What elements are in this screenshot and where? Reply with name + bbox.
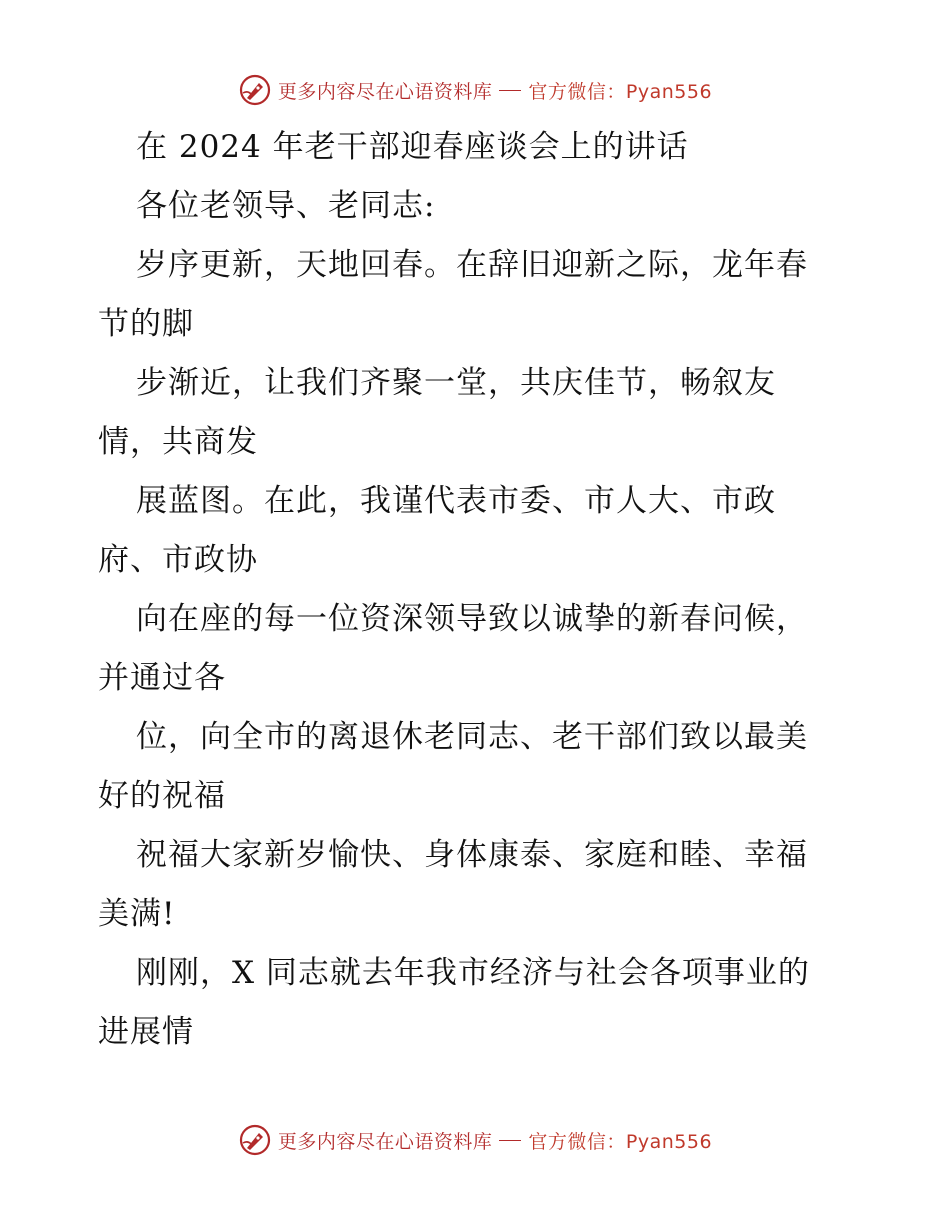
document-body — [98, 118, 858, 1062]
pen-nib-logo-icon — [238, 73, 272, 107]
paragraph-line: 展蓝图。在此，我谨代表市委、市人大、市政 — [136, 483, 776, 519]
paragraph-line: 祝福大家新岁愉快、身体康泰、家庭和睦、幸福 — [136, 837, 808, 873]
paragraph-line: 府、市政协 — [98, 542, 258, 578]
paragraph-line: 位，向全市的离退休老同志、老干部们致以最美 — [136, 719, 808, 755]
paragraph-line: 进展情 — [98, 1014, 194, 1050]
footer-watermark — [0, 1120, 950, 1160]
watermark-dash — [499, 90, 521, 91]
paragraph-line: 向在座的每一位资深领导致以诚挚的新春问候， — [136, 601, 808, 637]
pen-nib-logo-icon — [238, 1123, 272, 1157]
watermark-text-prefix: 更多内容尽在心语资料库 — [277, 1130, 493, 1153]
salutation: 各位老领导、老同志: — [136, 188, 436, 224]
header-watermark — [0, 70, 950, 110]
paragraph-line: 并通过各 — [98, 660, 226, 696]
paragraph-line: 好的祝福 — [98, 778, 226, 814]
watermark-text-suffix: 官方微信：Pyan556 — [528, 1130, 713, 1153]
watermark-dash — [499, 1140, 521, 1141]
paragraph-line: 美满! — [98, 896, 176, 932]
paragraph-line: 情，共商发 — [98, 424, 258, 460]
watermark-text-suffix: 官方微信：Pyan556 — [528, 80, 713, 103]
paragraph-line: 岁序更新，天地回春。在辞旧迎新之际，龙年春 — [136, 247, 808, 283]
paragraph-line: 步渐近，让我们齐聚一堂，共庆佳节，畅叙友 — [136, 365, 776, 401]
paragraph-line: 节的脚 — [98, 306, 194, 342]
watermark-text-prefix: 更多内容尽在心语资料库 — [277, 80, 493, 103]
document-title: 在 2024 年老干部迎春座谈会上的讲话 — [136, 129, 689, 165]
paragraph-line: 刚刚，X 同志就去年我市经济与社会各项事业的 — [136, 955, 810, 991]
